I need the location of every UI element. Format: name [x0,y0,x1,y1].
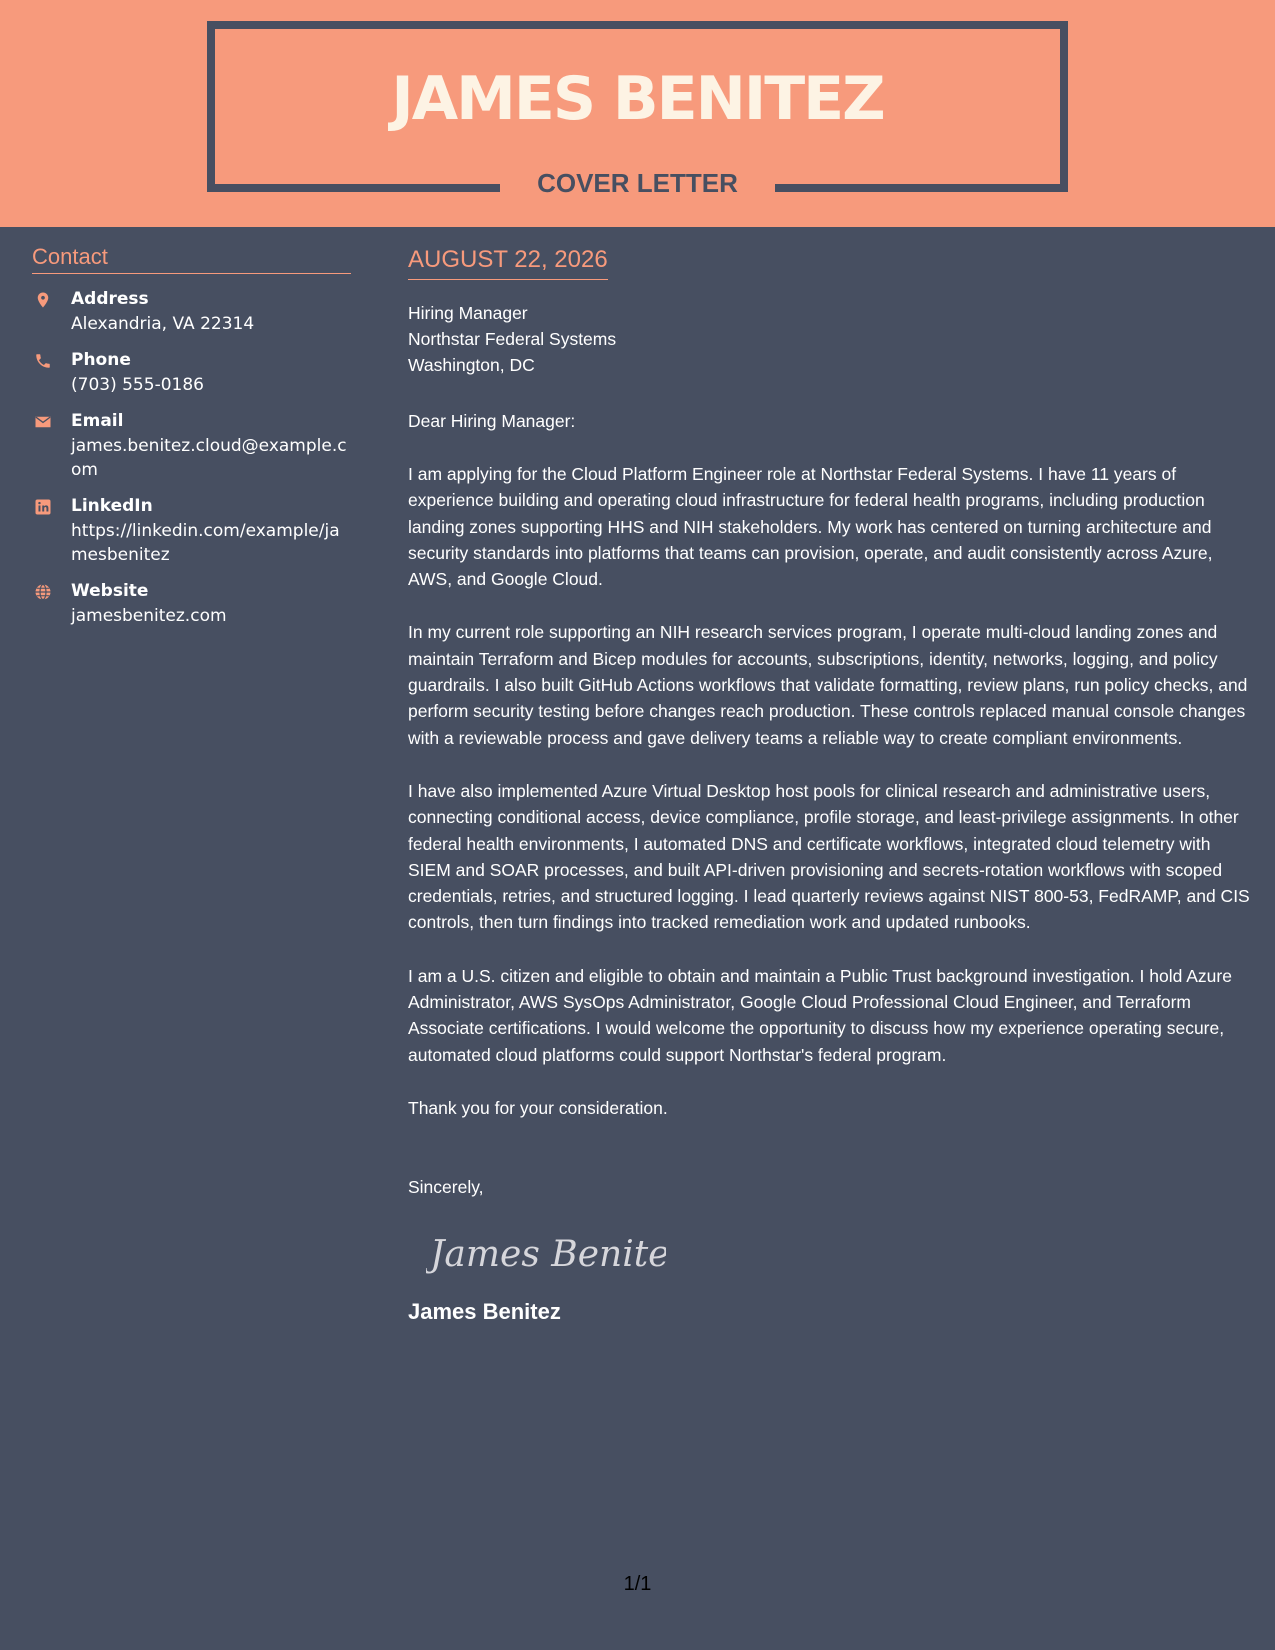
signer-name: James Benitez [408,1299,561,1325]
contact-label: Website [71,581,149,601]
recipient-line: Northstar Federal Systems [408,329,617,349]
applicant-name: JAMES BENITEZ [391,64,884,134]
contact-value: https://linkedin.com/example/jamesbenitez [71,521,340,565]
contact-sidebar [32,243,351,640]
contact-value: (703) 555-0186 [71,375,204,395]
contact-label: Address [71,289,149,309]
letter-paragraph: I am applying for the Cloud Platform Engineer role at Northstar Federal Systems. I have 11 years of experience building and operating cloud infrastructure for federal health programs, including production landing zones supporting HHS and NIH stakeholders. My work has centered on turning architecture and security standards into platforms that teams can provision, operate, and audit consistently across Azure, AWS, and Google Cloud. [408,464,1213,590]
contact-email [32,409,351,482]
letter-paragraph: I have also implemented Azure Virtual Desktop host pools for clinical research and administrative users, connecting conditional access, device compliance, profile storage, and least-privilege assignments. In other federal health environments, I automated DNS and certificate workflows, integrated cloud telemetry with SIEM and SOAR processes, and built API-driven provisioning and secrets-rotation workflows with scoped credentials, retries, and structured logging. I lead quarterly reviews against NIST 800-53, FedRAMP, and CIS controls, then turn findings into tracked remediation work and updated runbooks. [408,780,1250,933]
contact-value: Alexandria, VA 22314 [71,314,255,334]
page-number: 1/1 [623,1573,652,1595]
contact-value: jamesbenitez.com [71,606,227,626]
recipient-line: Washington, DC [408,355,535,375]
document-subtitle: COVER LETTER [537,168,738,198]
letter-paragraph: In my current role supporting an NIH research services program, I operate multi-cloud landing zones and maintain Terraform and Bicep modules for accounts, subscriptions, identity, networks, logging, and policy guardrails. I also built GitHub Actions workflows that validate formatting, review plans, run policy checks, and perform security testing before changes reach production. These controls replaced manual console changes with a reviewable process and gave delivery teams a reliable way to create compliant environments. [408,622,1248,748]
globe-icon [34,583,52,601]
letter-date: AUGUST 22, 2026 [408,244,608,280]
letter-body [408,244,1253,1327]
contact-label: Phone [71,350,131,370]
letter-paragraph: I am a U.S. citizen and eligible to obtain and maintain a Public Trust background investigation. I hold Azure Administrator, AWS SysOps Administrator, Google Cloud Professional Cloud Engineer, and Terraform Associate certifications. I would welcome the opportunity to discuss how my experience operating secure, automated cloud platforms could support Northstar's federal program. [408,965,1232,1065]
contact-address [32,287,351,336]
contact-value: james.benitez.cloud@example.com [71,436,347,480]
contact-list [32,287,351,628]
envelope-icon [34,413,52,431]
header-banner [0,0,1275,227]
recipient-line: Hiring Manager [408,303,528,323]
recipient-block [408,300,1253,378]
signature-text: James Benitez [430,1234,666,1276]
linkedin-icon [34,498,52,516]
letter-paragraph: Thank you for your consideration. [408,1097,668,1118]
phone-icon [34,352,52,370]
closing: Sincerely, [408,1177,484,1198]
greeting: Dear Hiring Manager: [408,411,576,431]
signature-image [426,1224,666,1280]
contact-label: Email [71,411,124,431]
contact-website [32,579,351,628]
contact-heading: Contact [32,243,351,274]
contact-phone [32,348,351,397]
contact-label: LinkedIn [71,496,153,516]
contact-linkedin [32,494,351,567]
map-pin-icon [34,291,52,309]
